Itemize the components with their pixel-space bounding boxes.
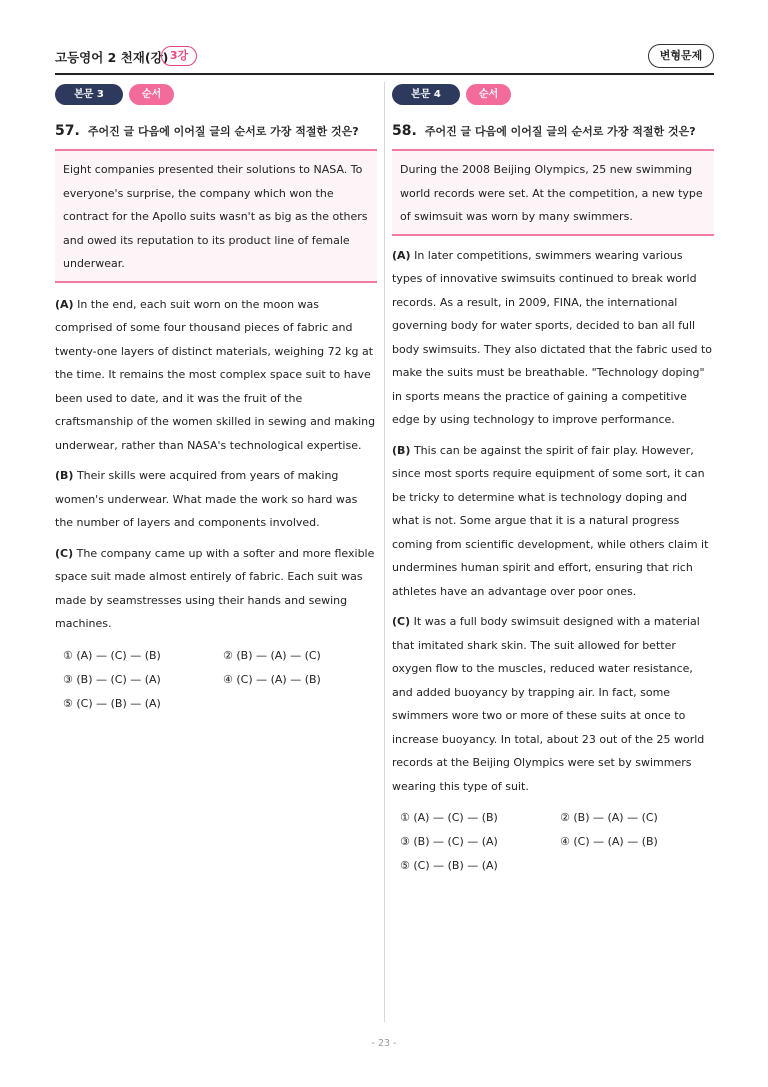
answer-choices bbox=[55, 644, 377, 716]
paragraph-a bbox=[55, 293, 377, 458]
choice-2[interactable]: ② (B) — (A) — (C) bbox=[560, 811, 658, 824]
paragraph-label: (B) bbox=[392, 443, 411, 457]
choice-1[interactable]: ① (A) — (C) — (B) bbox=[400, 811, 498, 824]
paragraph-c bbox=[392, 610, 714, 798]
passage-tag: 본문 3 bbox=[55, 84, 123, 105]
paragraph-text: In the end, each suit worn on the moon was comprised of some four thousand pieces of fabric and twenty-one layers of distinct materials, weighing 72 kg at the time. It remains the most complex space suit to have been used to date, and it was the fruit of the craftsmanship of the women skilled in sewing and making underwear, rather than NASA's technological expertise. bbox=[55, 297, 376, 452]
paragraph-text: In later competitions, swimmers wearing various types of innovative swimsuits continued to break world records. As a result, in 2009, FINA, the international governing body for water sports, decided to ban all full body swimsuits. They also dictated that the fabric used to make the suits must be breathable. "Technology doping" in sports means the practice of gaining a competitive edge by using technology to improve performance. bbox=[392, 248, 713, 426]
question-text: 주어진 글 다음에 이어질 글의 순서로 가장 적절한 것은? bbox=[87, 125, 359, 138]
type-tag: 순서 bbox=[129, 84, 174, 105]
paragraph-label: (B) bbox=[55, 469, 74, 482]
paragraph-text: This can be against the spirit of fair play. However, since most sports require equipment of some sort, it can be tricky to determine what is technology doping and what is not. Some argue that it is a natural progress coming from scientific development, while others claim it undermines human spirit and effort, ensuring that rich athletes have an advantage over poor ones. bbox=[392, 443, 709, 598]
given-passage: Eight companies presented their solutions to NASA. To everyone's surprise, the company which won the contract for the Apollo suits wasn't as big as the others and owed its reputation to its product line of female underwear. bbox=[55, 149, 377, 283]
paragraph-c bbox=[55, 542, 377, 636]
paragraph-label: (C) bbox=[392, 615, 411, 628]
question-number: 58. bbox=[392, 123, 417, 139]
question-tags bbox=[55, 84, 377, 106]
type-tag: 순서 bbox=[466, 84, 511, 105]
choice-2[interactable]: ② (B) — (A) — (C) bbox=[223, 648, 321, 662]
question-prompt bbox=[392, 123, 714, 139]
choice-4[interactable]: ④ (C) — (A) — (B) bbox=[223, 672, 321, 686]
lesson-badge: 3강 bbox=[161, 46, 197, 66]
choice-5[interactable]: ⑤ (C) — (B) — (A) bbox=[400, 859, 498, 872]
paragraph-b bbox=[392, 439, 714, 604]
given-passage: During the 2008 Beijing Olympics, 25 new swimming world records were set. At the competition, a new type of swimsuit was worn by many swimmers. bbox=[392, 149, 714, 236]
choice-1[interactable]: ① (A) — (C) — (B) bbox=[63, 648, 161, 662]
variant-badge: 변형문제 bbox=[648, 44, 714, 68]
header-divider bbox=[55, 73, 714, 75]
question-number: 57. bbox=[55, 123, 80, 139]
question-tags bbox=[392, 84, 714, 106]
page-number: - 23 - bbox=[371, 1038, 397, 1049]
paragraph-text: Their skills were acquired from years of making women's underwear. What made the work so hard was the number of layers and components involved. bbox=[55, 469, 358, 529]
paragraph-a bbox=[392, 244, 714, 432]
question-text: 주어진 글 다음에 이어질 글의 순서로 가장 적절한 것은? bbox=[424, 125, 696, 138]
question-57-column bbox=[55, 84, 377, 716]
choice-3[interactable]: ③ (B) — (C) — (A) bbox=[63, 672, 161, 686]
paragraph-text: The company came up with a softer and more flexible space suit made almost entirely of fabric. Each suit was made by seamstresses using their hands and sewing machines. bbox=[55, 546, 375, 630]
question-prompt bbox=[55, 123, 377, 139]
passage-tag: 본문 4 bbox=[392, 84, 460, 105]
choice-4[interactable]: ④ (C) — (A) — (B) bbox=[560, 835, 658, 848]
paragraph-label: (A) bbox=[55, 297, 74, 311]
book-title: 고등영어 2 천재(강) bbox=[55, 50, 169, 65]
column-divider bbox=[384, 82, 385, 1022]
choice-5[interactable]: ⑤ (C) — (B) — (A) bbox=[63, 696, 161, 710]
page-header bbox=[55, 44, 714, 74]
question-58-column bbox=[392, 84, 714, 878]
choice-3[interactable]: ③ (B) — (C) — (A) bbox=[400, 835, 498, 848]
paragraph-text: It was a full body swimsuit designed with a material that imitated shark skin. The suit allowed for better oxygen flow to the muscles, reduced water resistance, and added buoyancy by trapping air. In fact, some swimmers wore two or more of these suits at once to increase buoyancy. In total, about 23 out of the 25 world records at the Beijing Olympics were set by swimmers wearing this type of suit. bbox=[392, 615, 705, 793]
answer-choices bbox=[392, 806, 714, 878]
paragraph-b bbox=[55, 464, 377, 535]
paragraph-label: (A) bbox=[392, 248, 411, 262]
paragraph-label: (C) bbox=[55, 546, 74, 560]
